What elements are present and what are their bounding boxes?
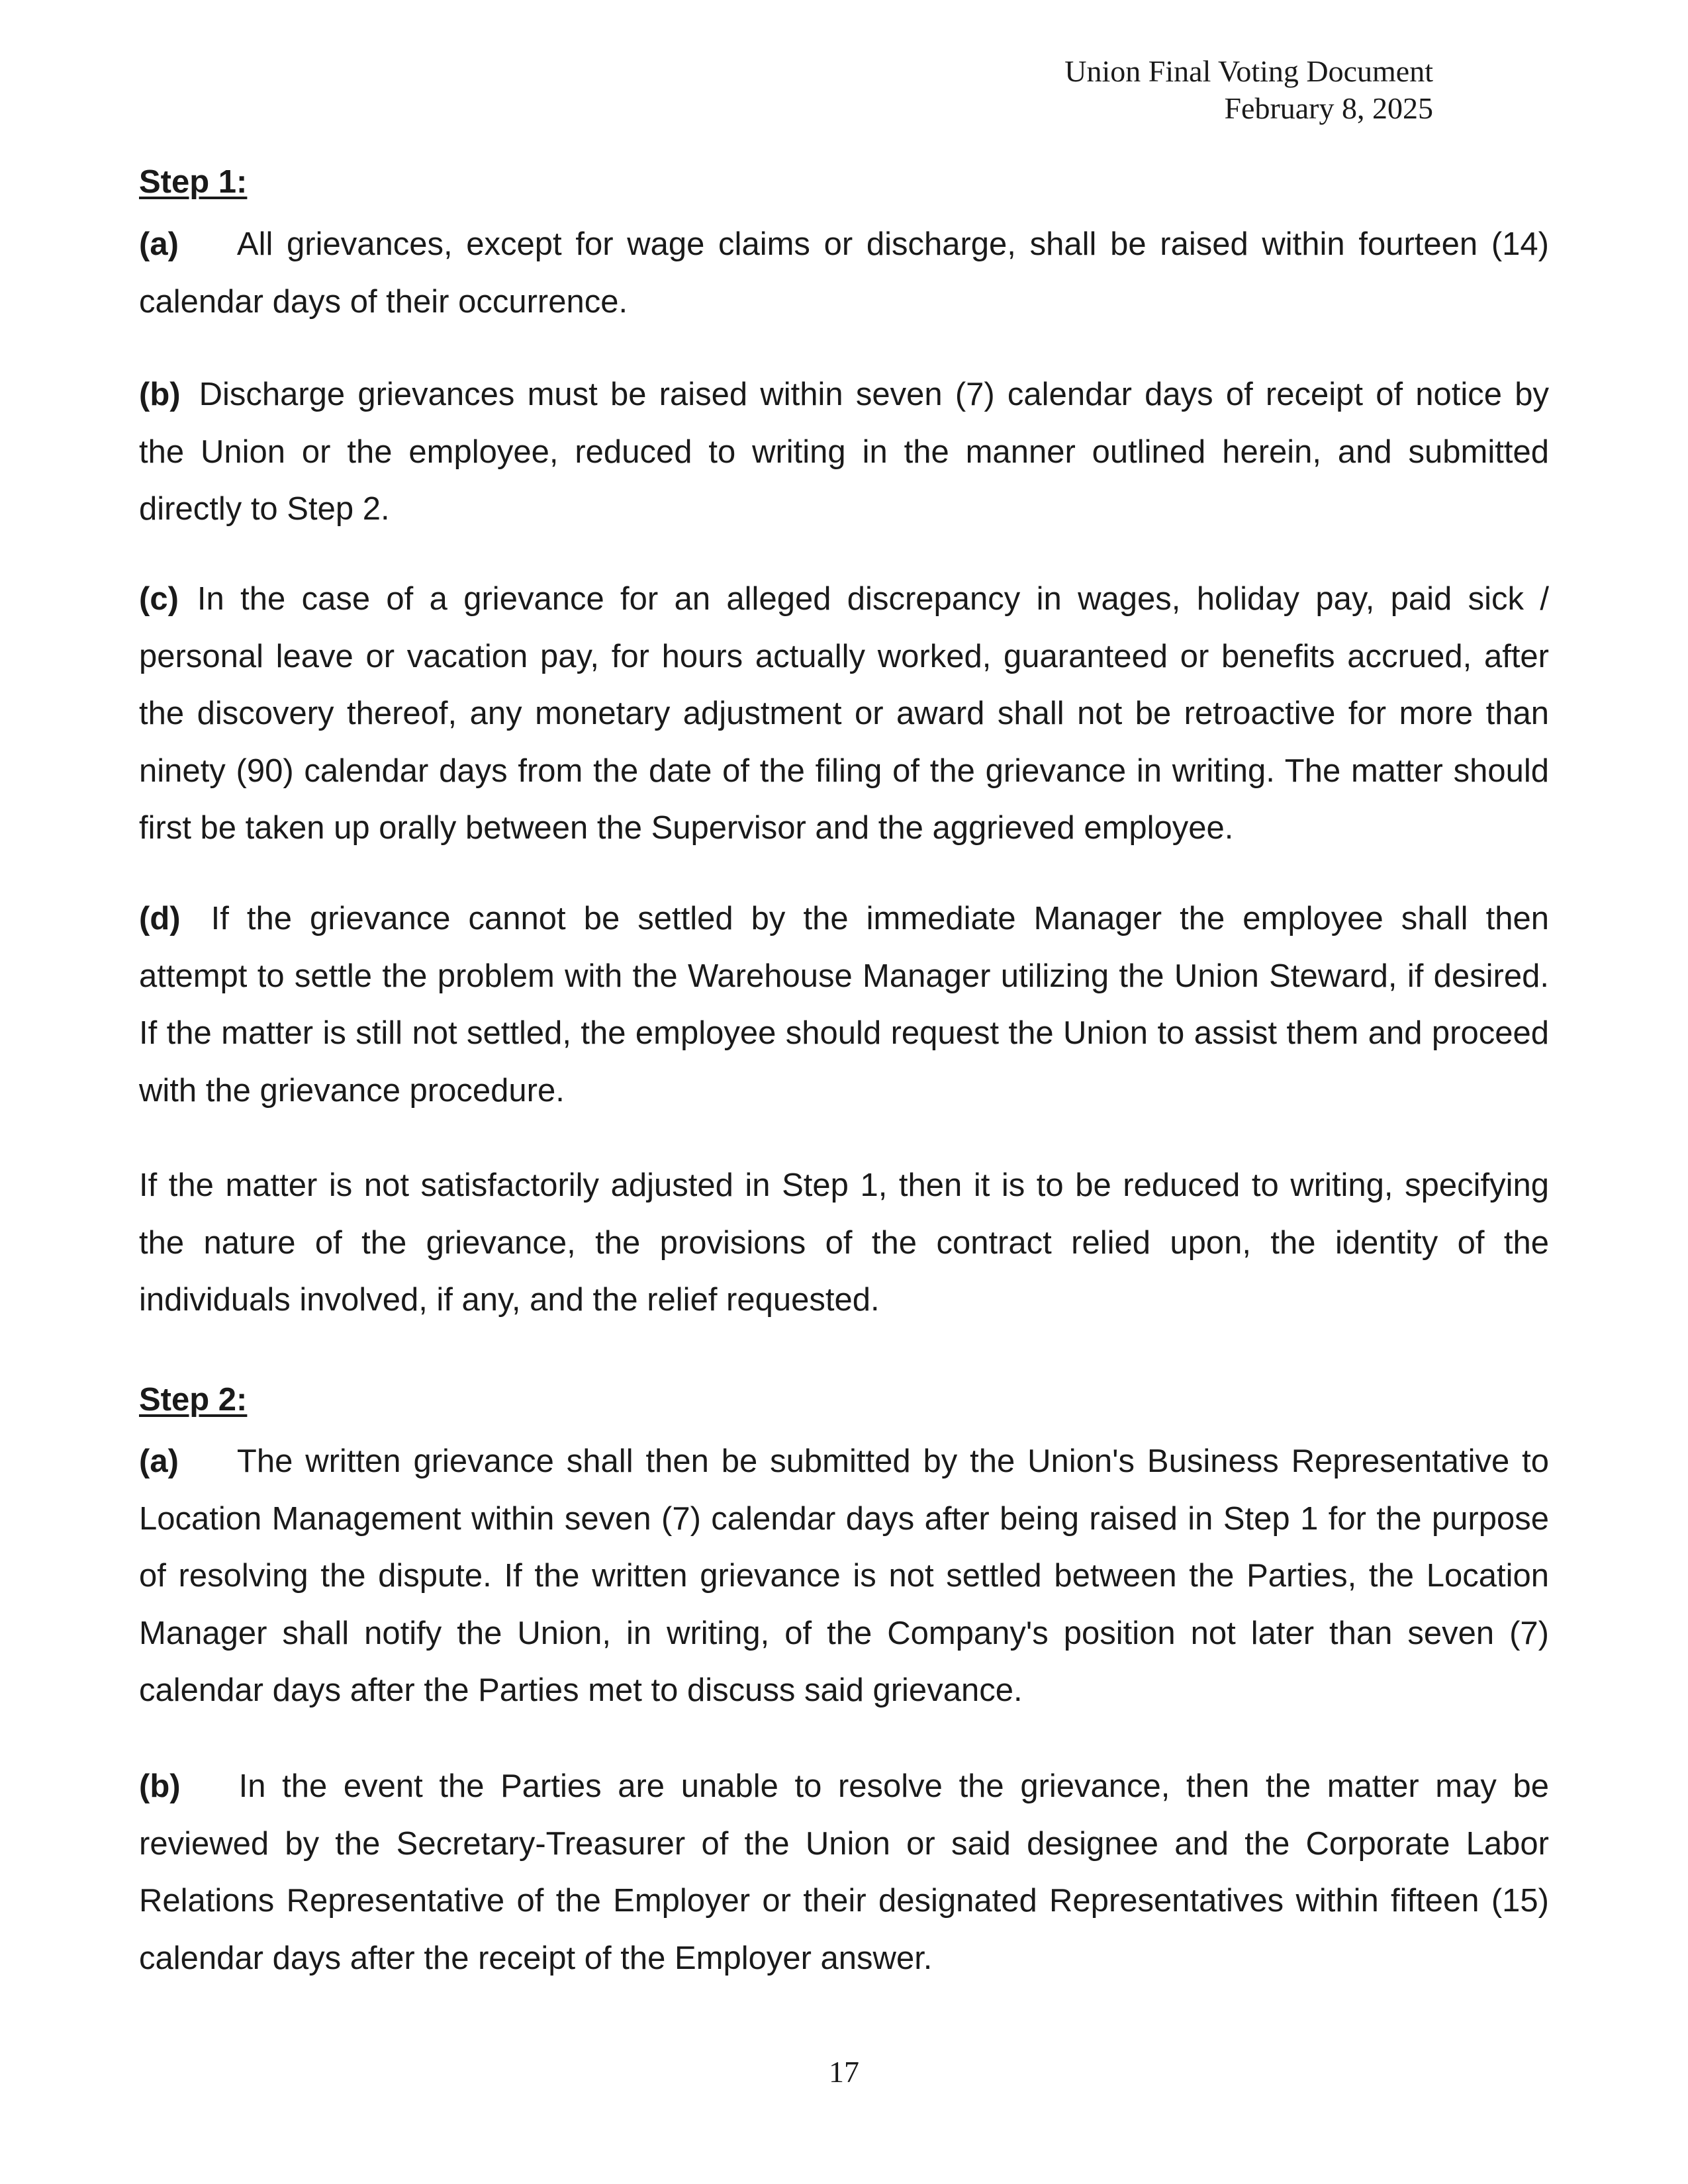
step2-a-label: (a)	[139, 1443, 179, 1479]
step2-a-text: The written grievance shall then be submitted by the Union's Business Representative to Location Management within seven (7) calendar days after being raised in Step 1 for the purpose of resolving the dispute. If the written grievance is not settled between the Parties, the Location Manager shall notify the Union, in writing, of the Company's position not later than seven (7) calendar days after the Parties met to discuss said grievance.	[139, 1443, 1549, 1708]
step1-paragraph-d	[139, 890, 1549, 1119]
step1-a-text: All grievances, except for wage claims or discharge, shall be raised within fourteen (14) calendar days of their occurrence.	[139, 226, 1549, 320]
step1-paragraph-c	[139, 570, 1549, 857]
step2-b-text: In the event the Parties are unable to resolve the grievance, then the matter may be reviewed by the Secretary-Treasurer of the Union or said designee and the Corporate Labor Relations Representative of the Employer or their designated Representatives within fifteen (15) calendar days after the receipt of the Employer answer.	[139, 1768, 1549, 1976]
step1-b-text: Discharge grievances must be raised within seven (7) calendar days of receipt of notice by the Union or the employee, reduced to writing in the manner outlined herein, and submitted directly to Step 2.	[139, 377, 1549, 527]
step2-paragraph-b	[139, 1758, 1549, 1987]
step2-paragraph-a	[139, 1433, 1549, 1719]
step2-b-label: (b)	[139, 1768, 181, 1804]
step1-d-text: If the grievance cannot be settled by the immediate Manager the employee shall then attempt to settle the problem with the Warehouse Manager utilizing the Union Steward, if desired. If the matter is still not settled, the employee should request the Union to assist them and proceed with the grievance procedure.	[139, 901, 1549, 1109]
step1-closing-paragraph: If the matter is not satisfactorily adjusted in Step 1, then it is to be reduced to writing, specifying the nature of the grievance, the provisions of the contract relied upon, the identity of the individuals involved, if any, and the relief requested.	[139, 1167, 1549, 1318]
page-number: 17	[829, 2055, 859, 2089]
step1-d-label: (d)	[139, 901, 181, 936]
step1-c-text: In the case of a grievance for an alleged discrepancy in wages, holiday pay, paid sick / personal leave or vacation pay, for hours actually worked, guaranteed or benefits accrued, after the discovery thereof, any monetary adjustment or award shall not be retroactive for more than ninety (90) calendar days from the date of the filing of the grievance in writing. The matter should first be taken up orally between the Supervisor and the aggrieved employee.	[139, 581, 1549, 846]
step1-c-label: (c)	[139, 581, 179, 617]
step1-paragraph-a	[139, 216, 1549, 330]
header-title: Union Final Voting Document	[1064, 54, 1433, 88]
step1-paragraph-b	[139, 366, 1549, 538]
document-header	[1064, 53, 1433, 127]
header-date: February 8, 2025	[1224, 91, 1433, 125]
step2-heading: Step 2:	[139, 1382, 248, 1418]
step1-a-label: (a)	[139, 226, 179, 262]
step1-heading: Step 1:	[139, 164, 248, 200]
step1-b-label: (b)	[139, 377, 181, 412]
